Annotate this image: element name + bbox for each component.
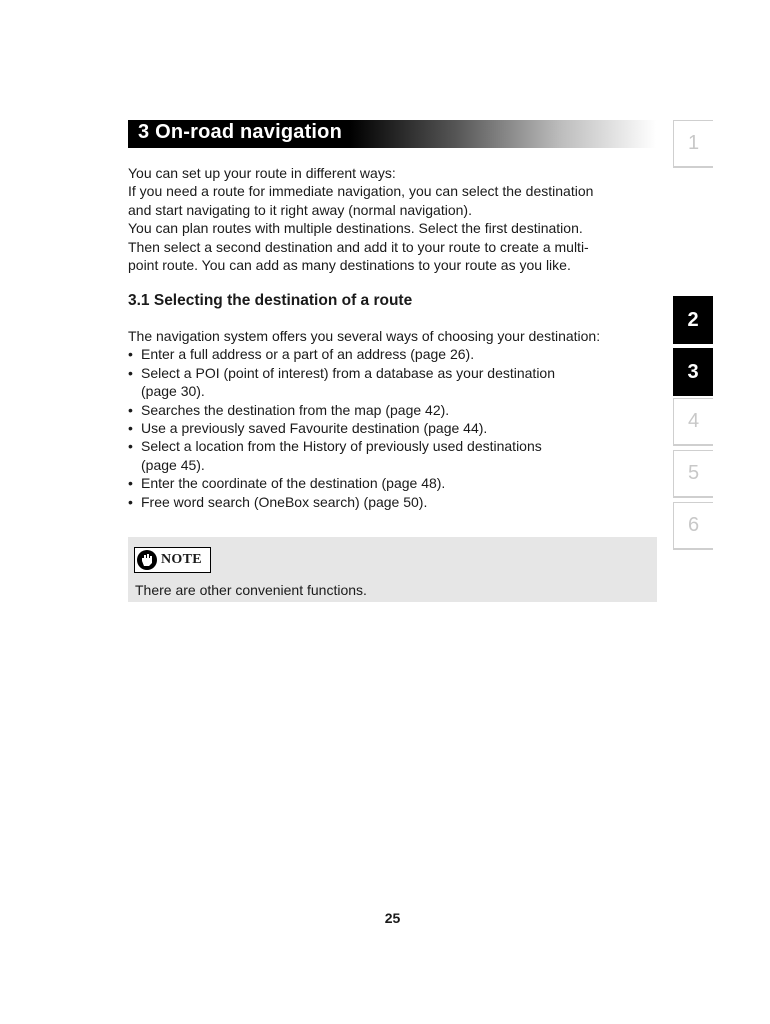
intro-line: You can plan routes with multiple destinations. Select the first destination. xyxy=(128,220,583,237)
note-badge xyxy=(134,547,211,573)
chapter-tab-4[interactable] xyxy=(673,398,713,446)
chapter-tab-label: 2 xyxy=(687,308,699,331)
note-hand-icon xyxy=(137,550,157,570)
chapter-tab-label: 1 xyxy=(687,132,700,154)
destination-options-list xyxy=(128,345,658,511)
chapter-tab-1[interactable] xyxy=(673,120,713,168)
chapter-tab-5[interactable] xyxy=(673,450,713,498)
intro-line: Then select a second destination and add it to your route to create a multi- xyxy=(128,238,589,255)
section-lead: The navigation system offers you several ways of choosing your destination: xyxy=(128,328,601,344)
list-item: • Enter the coordinate of the destination (page 48). xyxy=(128,474,658,492)
chapter-tab-label: 5 xyxy=(687,462,700,484)
list-item: • Enter a full address or a part of an address (page 26). xyxy=(128,345,658,363)
chapter-header-bar xyxy=(128,120,656,148)
chapter-tab-label: 6 xyxy=(687,514,700,536)
list-item: • Use a previously saved Favourite destination (page 44). xyxy=(128,419,658,437)
note-text: There are other convenient functions. xyxy=(135,582,367,598)
chapter-title: 3 On-road navigation xyxy=(138,121,343,143)
chapter-tab-2[interactable] xyxy=(673,296,713,344)
chapter-tab-3[interactable] xyxy=(673,348,713,396)
list-item: • Free word search (OneBox search) (page 50). xyxy=(128,493,658,511)
note-box xyxy=(128,537,657,602)
section-body xyxy=(128,327,658,511)
chapter-tab-label: 4 xyxy=(687,410,700,432)
intro-line: If you need a route for immediate navigation, you can select the destination xyxy=(128,183,594,200)
section-heading: 3.1 Selecting the destination of a route xyxy=(128,292,413,309)
chapter-tab-label: 3 xyxy=(687,360,699,383)
list-item-continuation: (page 30). xyxy=(141,383,205,400)
intro-paragraph xyxy=(128,164,658,274)
list-item-continuation: (page 45). xyxy=(141,456,205,473)
page-number: 25 xyxy=(384,910,401,926)
intro-line: point route. You can add as many destinations to your route as you like. xyxy=(128,257,571,274)
intro-line: and start navigating to it right away (normal navigation). xyxy=(128,201,472,218)
list-item: • Select a POI (point of interest) from a database as your destination xyxy=(128,364,658,382)
chapter-tab-6[interactable] xyxy=(673,502,713,550)
note-label: NOTE xyxy=(161,552,202,567)
intro-line: You can set up your route in different ways: xyxy=(128,165,396,181)
list-item: • Searches the destination from the map (page 42). xyxy=(128,401,658,419)
list-item: • Select a location from the History of previously used destinations xyxy=(128,437,658,455)
